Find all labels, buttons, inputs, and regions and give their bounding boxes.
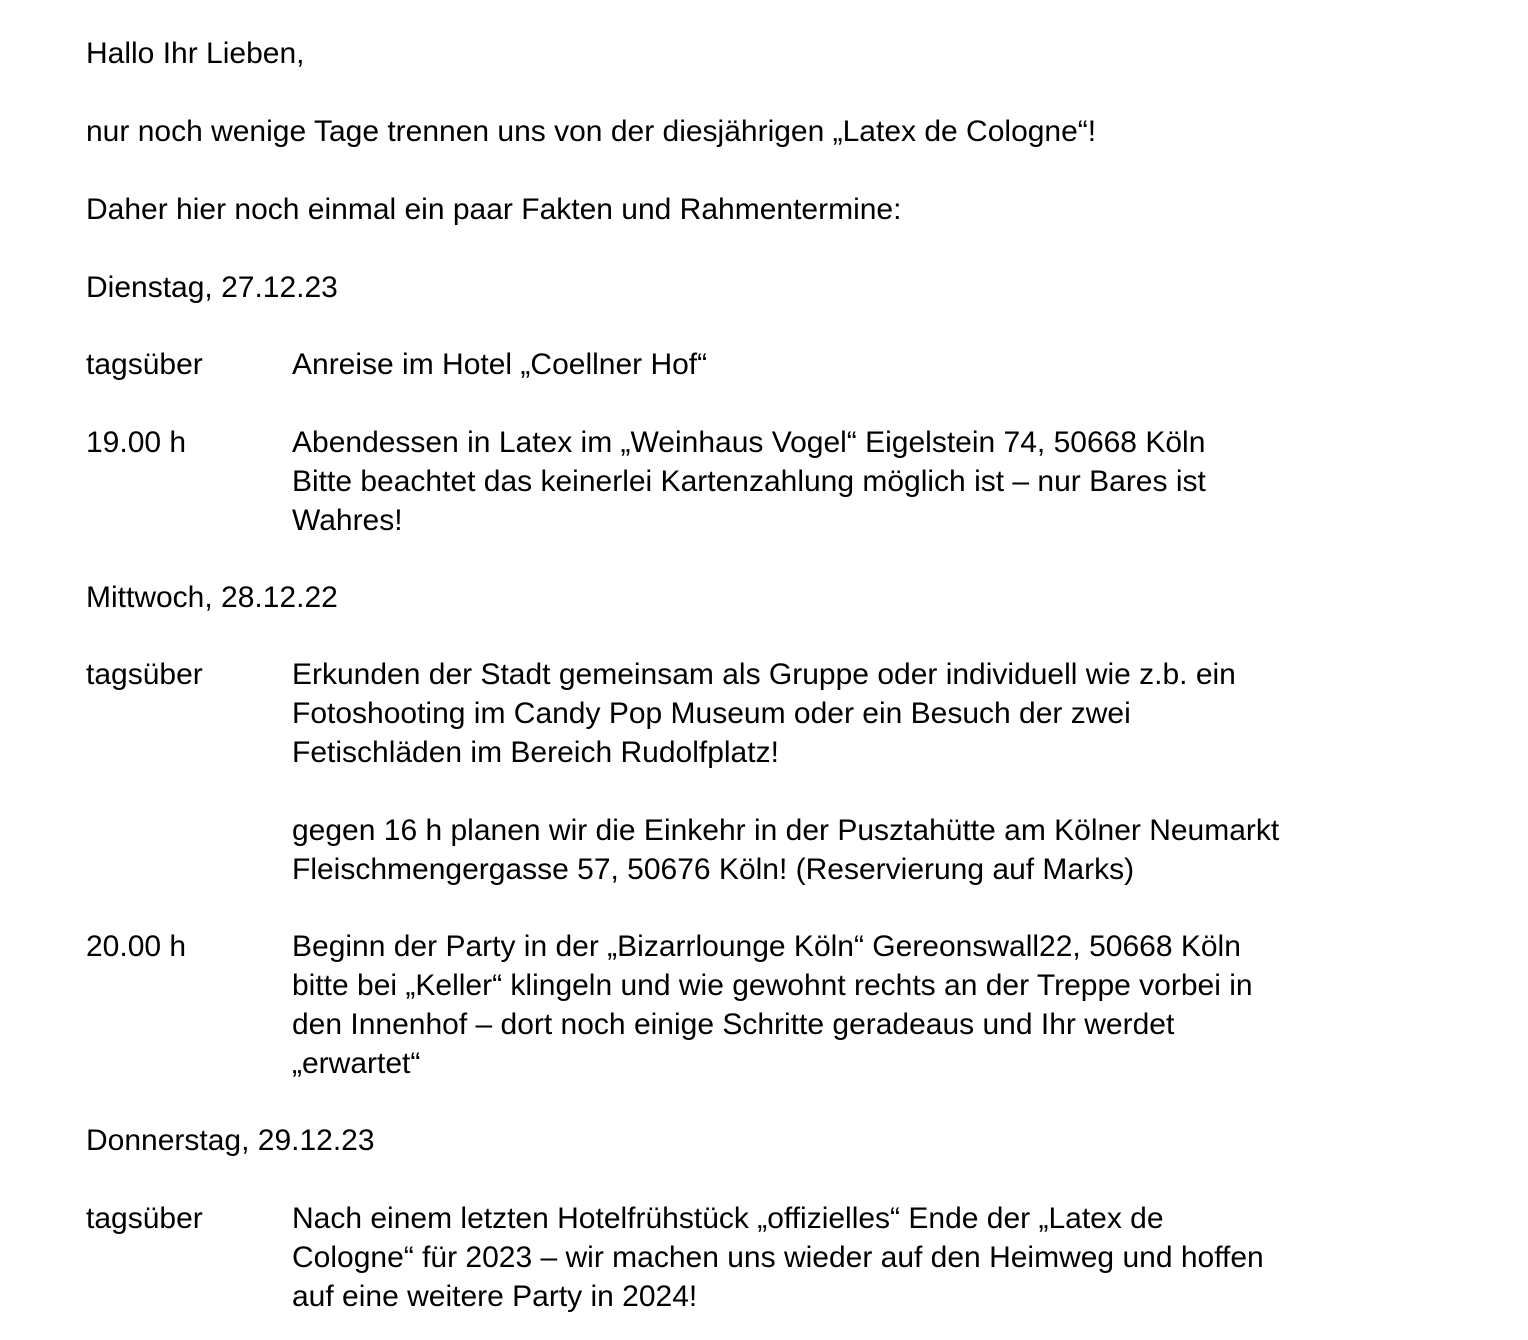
- entry-time: tagsüber: [86, 658, 203, 691]
- greeting: Hallo Ihr Lieben,: [86, 37, 305, 70]
- entry-line: den Innenhof – dort noch einige Schritte geradeaus und Ihr werdet: [292, 1008, 1175, 1041]
- entry-line: Beginn der Party in der „Bizarrlounge Köln“ Gereonswall22, 50668 Köln: [292, 930, 1241, 963]
- entry-line: Fotoshooting im Candy Pop Museum oder ein Besuch der zwei: [292, 697, 1131, 730]
- entry-line: „erwartet“: [292, 1047, 421, 1080]
- entry-line: gegen 16 h planen wir die Einkehr in der Pusztahütte am Kölner Neumarkt: [292, 814, 1280, 847]
- entry-description: [292, 423, 1206, 540]
- entry-line: Bitte beachtet das keinerlei Kartenzahlung möglich ist – nur Bares ist: [292, 465, 1206, 498]
- entry-line: Cologne“ für 2023 – wir machen uns wieder auf den Heimweg und hoffen: [292, 1241, 1264, 1274]
- day-heading-tuesday: Dienstag, 27.12.23: [86, 271, 338, 304]
- entry-description: [292, 811, 1279, 889]
- entry-description: [292, 927, 1253, 1083]
- day-heading-wednesday: Mittwoch, 28.12.22: [86, 581, 338, 614]
- entry-line: bitte bei „Keller“ klingeln und wie gewohnt rechts an der Treppe vorbei in: [292, 969, 1253, 1002]
- entry-line: Fleischmengergasse 57, 50676 Köln! (Reservierung auf Marks): [292, 853, 1135, 886]
- entry-line: Anreise im Hotel „Coellner Hof“: [292, 348, 708, 381]
- day-heading-thursday: Donnerstag, 29.12.23: [86, 1124, 375, 1157]
- entry-description: [292, 655, 1236, 772]
- entry-line: Erkunden der Stadt gemeinsam als Gruppe oder individuell wie z.b. ein: [292, 658, 1236, 691]
- facts-heading: Daher hier noch einmal ein paar Fakten und Rahmentermine:: [86, 193, 902, 226]
- intro-paragraph: nur noch wenige Tage trennen uns von der diesjährigen „Latex de Cologne“!: [86, 115, 1097, 148]
- entry-description: [292, 1199, 1264, 1316]
- entry-line: Abendessen in Latex im „Weinhaus Vogel“ Eigelstein 74, 50668 Köln: [292, 426, 1206, 459]
- entry-line: Wahres!: [292, 504, 403, 537]
- entry-line: Nach einem letzten Hotelfrühstück „offizielles“ Ende der „Latex de: [292, 1202, 1164, 1235]
- entry-line: auf eine weitere Party in 2024!: [292, 1280, 698, 1313]
- entry-time: tagsüber: [86, 1202, 203, 1235]
- entry-line: Fetischläden im Bereich Rudolfplatz!: [292, 736, 779, 769]
- entry-description: [292, 345, 707, 384]
- entry-time: 19.00 h: [86, 426, 187, 459]
- entry-time: 20.00 h: [86, 930, 187, 963]
- entry-time: tagsüber: [86, 348, 203, 381]
